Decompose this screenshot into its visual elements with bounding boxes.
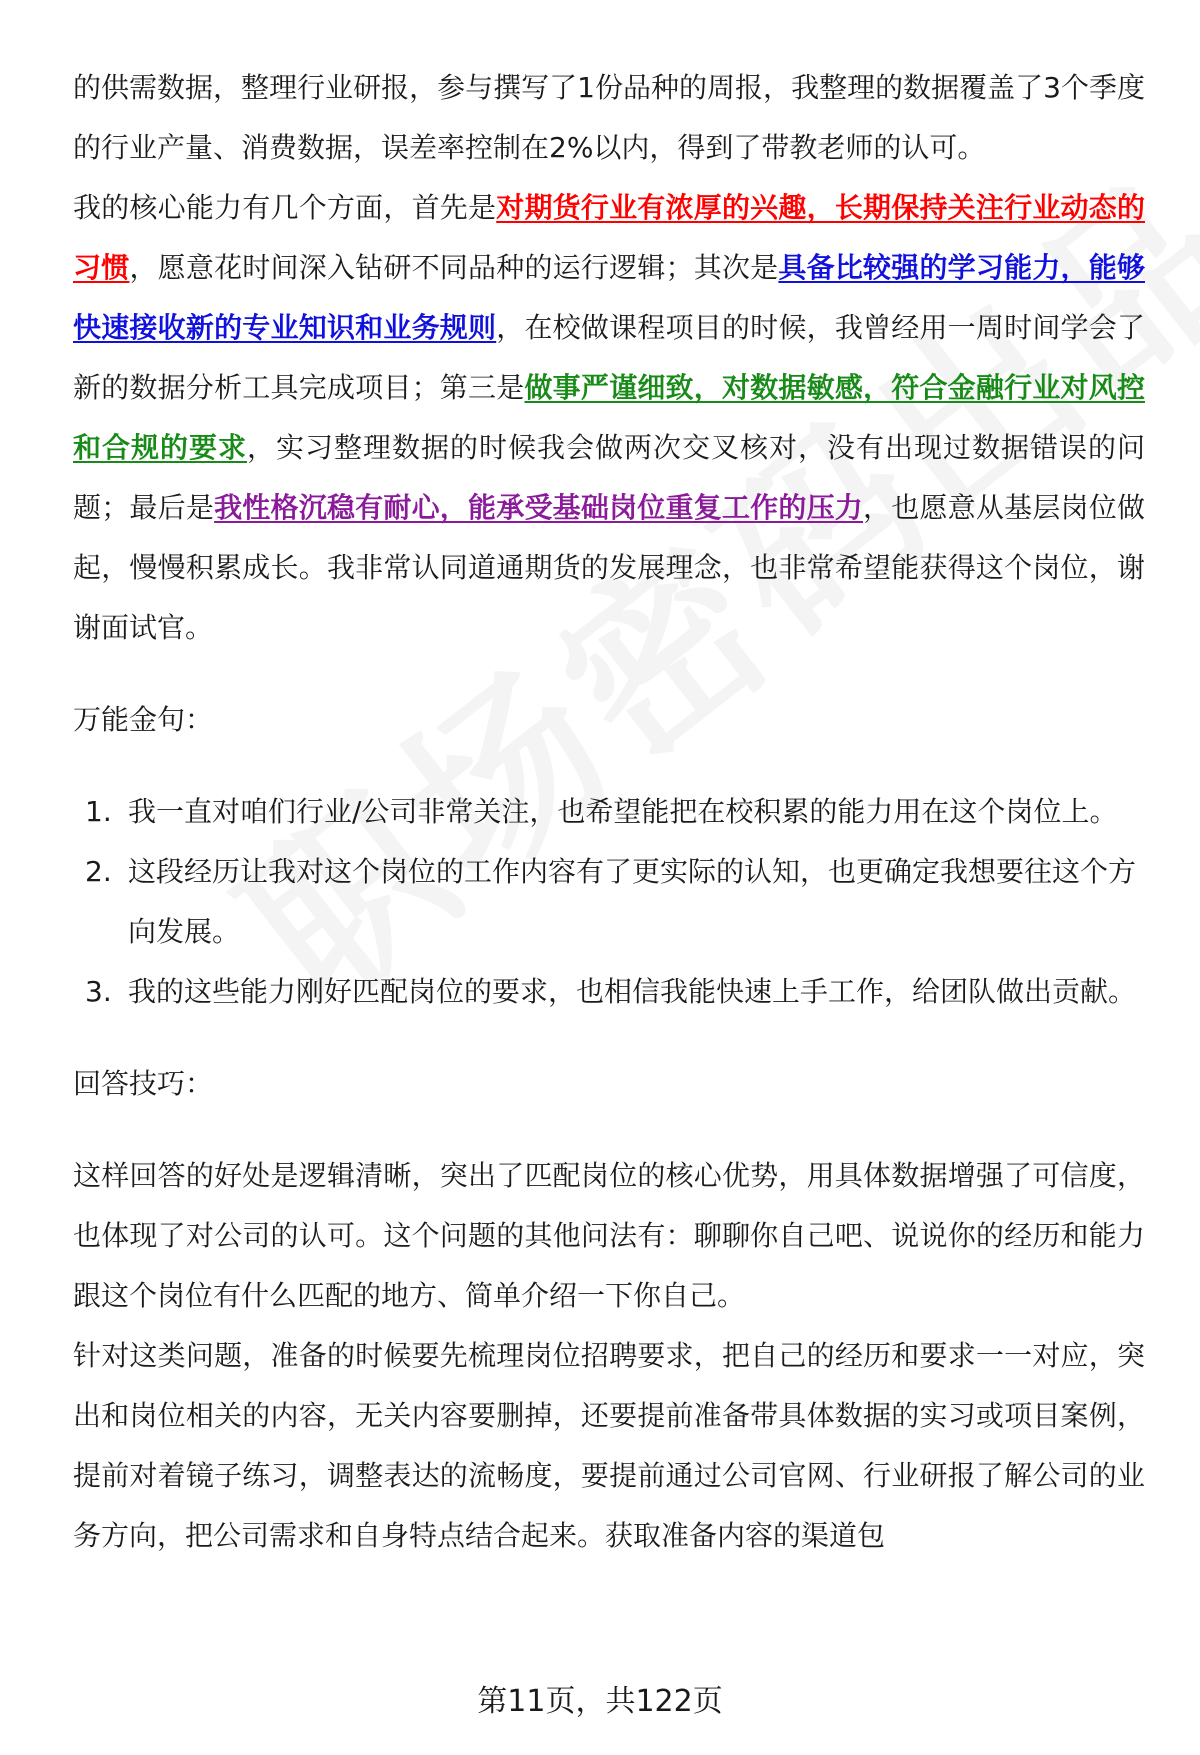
tips-heading: 回答技巧：: [73, 1067, 214, 1100]
list-text: 这段经历让我对这个岗位的工作内容有了更实际的认知，也更确定我想要往这个方向发展。: [128, 855, 1137, 948]
golden-heading: 万能金句：: [73, 703, 214, 736]
intro-paragraph-2: [73, 178, 1145, 658]
list-item: [73, 842, 1145, 962]
golden-list: [73, 782, 1145, 1022]
page-number: 第11页，共122页: [477, 1684, 723, 1719]
highlight-learning: 具备比较强的学习能力，能够快速接收新的专业知识和业务规则: [73, 251, 1145, 344]
document-page: [73, 58, 1145, 1566]
text-run: ，愿意花时间深入钻研不同品种的运行逻辑；其次是: [129, 251, 779, 284]
highlight-patience: 我性格沉稳有耐心，能承受基础岗位重复工作的压力: [214, 491, 864, 524]
highlight-interest: 对期货行业有浓厚的兴趣，长期保持关注行业动态的习惯: [73, 191, 1145, 284]
text-run: ，也愿意从基层岗位做起，慢慢积累成长。我非常认同道通期货的发展理念，也非常希望能获得这个岗位，谢谢面试官。: [73, 491, 1145, 644]
list-number: 1.: [85, 795, 112, 828]
list-text: 我的这些能力刚好匹配岗位的要求，也相信我能快速上手工作，给团队做出贡献。: [128, 975, 1137, 1008]
highlight-rigor: 做事严谨细致，对数据敏感，符合金融行业对风控和合规的要求: [73, 371, 1145, 464]
list-item: [73, 782, 1145, 842]
text-run: 我的核心能力有几个方面，首先是: [73, 191, 497, 224]
list-number: 2.: [85, 855, 112, 888]
intro-paragraph-1: 的供需数据，整理行业研报，参与撰写了1份品种的周报，我整理的数据覆盖了3个季度的行业产量、消费数据，误差率控制在2%以内，得到了带教老师的认可。: [73, 71, 1145, 164]
text-run: ，在校做课程项目的时候，我曾经用一周时间学会了新的数据分析工具完成项目；第三是: [73, 311, 1145, 404]
list-item: [73, 962, 1145, 1022]
tips-paragraph-1: 这样回答的好处是逻辑清晰，突出了匹配岗位的核心优势，用具体数据增强了可信度，也体现了对公司的认可。这个问题的其他问法有：聊聊你自己吧、说说你的经历和能力跟这个岗位有什么匹配的地方、简单介绍一下你自己。: [73, 1159, 1145, 1312]
text-run: ，实习整理数据的时候我会做两次交叉核对，没有出现过数据错误的问题；最后是: [73, 431, 1145, 524]
list-number: 3.: [85, 975, 112, 1008]
list-text: 我一直对咱们行业/公司非常关注，也希望能把在校积累的能力用在这个岗位上。: [128, 795, 1118, 828]
tips-paragraph-2: 针对这类问题，准备的时候要先梳理岗位招聘要求，把自己的经历和要求一一对应，突出和岗位相关的内容，无关内容要删掉，还要提前准备带具体数据的实习或项目案例，提前对着镜子练习，调整表达的流畅度，要提前通过公司官网、行业研报了解公司的业务方向，把公司需求和自身特点结合起来。获取准备内容的渠道包: [73, 1339, 1145, 1552]
